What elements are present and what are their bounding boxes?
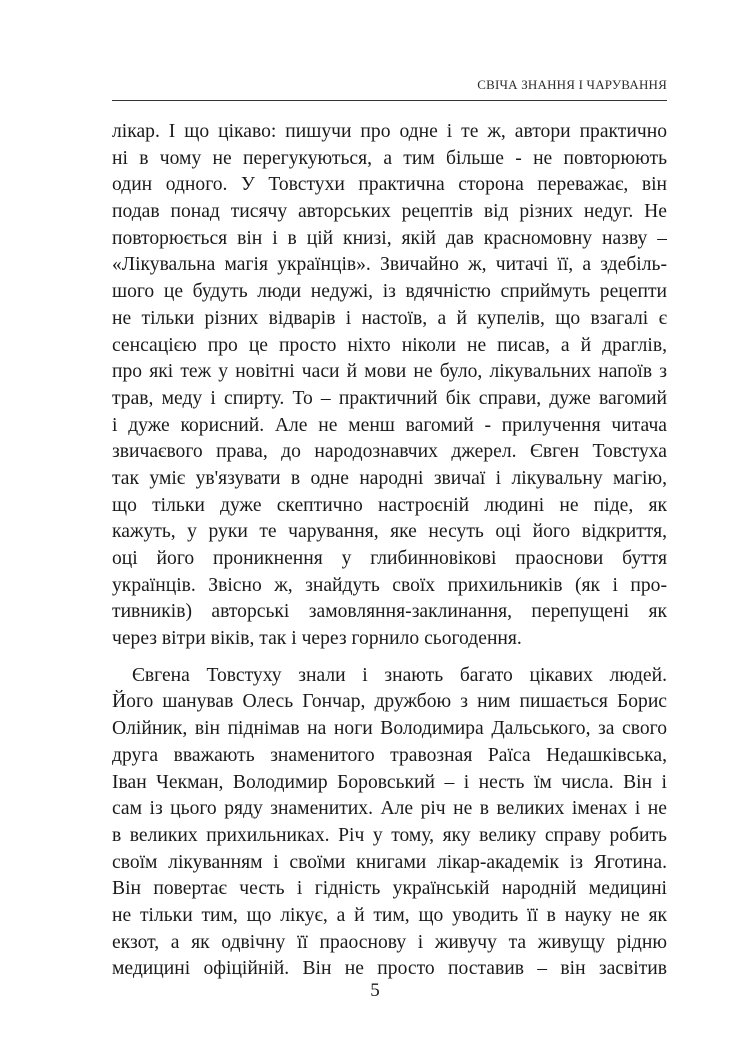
text-line: в великих прихильниках. Річ у тому, яку велику справу робить (112, 824, 667, 846)
text-line: «Лікувальна магія українців». Звичайно ж, читачі її, а здебіль- (112, 254, 667, 276)
page-number: 5 (370, 980, 380, 1001)
body-text (112, 119, 667, 983)
running-head-title: СВІЧА ЗНАННЯ І ЧАРУВАННЯ (477, 77, 667, 92)
header-rule (112, 100, 667, 101)
text-line: і дуже корисний. Але не менш вагомий - прилучення читача (112, 414, 667, 436)
text-line: подав понад тисячу авторських рецептів від різних недуг. Не (112, 201, 667, 223)
text-line: звичаєвого права, до народознавчих джерел. Євген Товстуха (112, 441, 667, 463)
text-line: так уміє ув'язувати в одне народні звичаї і лікувальну магію, (112, 467, 667, 489)
text-line: сам із цього ряду знаменитих. Але річ не в великих іменах і не (112, 798, 667, 820)
text-line: не тільки тим, що лікує, а й тим, що уводить її в науку не як (112, 904, 667, 926)
text-line: повторюється він і в цій книзі, якій дав красномовну назву – (112, 227, 667, 249)
text-line: Іван Чекман, Володимир Боровський – і несть їм числа. Він і (112, 771, 667, 793)
text-line: Він повертає честь і гідність українській народній медицині (112, 878, 667, 900)
text-line: українців. Звісно ж, знайдуть своїх прихильників (як і про- (112, 574, 667, 596)
text-line: через вітри віків, так і через горнило сьогодення. (112, 628, 522, 650)
text-line: медицині офіційній. Він не просто поставив – він засвітив (112, 958, 667, 980)
paragraph-gap (112, 653, 667, 663)
text-line: шого це будуть люди недужі, із вдячністю сприймуть рецепти (112, 281, 667, 303)
text-line: Його шанував Олесь Гончар, дружбою з ним пишається Борис (112, 691, 667, 713)
paragraph-2 (112, 663, 667, 983)
text-line: що тільки дуже скептично настроєній людині не піде, як (112, 494, 667, 516)
text-line: друга вважають знаменитого травозная Раїса Недашківська, (112, 744, 667, 766)
text-line: один одного. У Товстухи практична сторона переважає, він (112, 174, 667, 196)
text-line: сенсацією про це просто ніхто ніколи не писав, а й драглів, (112, 334, 667, 356)
text-line: про які теж у новітні часи й мови не було, лікувальних напоїв з (112, 361, 667, 383)
text-line: трав, меду і спирту. То – практичний бік справи, дуже вагомий (112, 387, 667, 409)
text-line: кажуть, у руки те чарування, яке несуть оці його відкриття, (112, 521, 667, 543)
text-line: тивників) авторські замовляння-заклинання, перепущені як (112, 601, 667, 623)
paragraph-1 (112, 119, 667, 653)
text-line: лікар. І що цікаво: пишучи про одне і те ж, автори практично (112, 121, 667, 142)
text-line: ні в чому не перегукуються, а тим більше - не повторюють (112, 147, 667, 169)
text-line: Олійник, він піднімав на ноги Володимира Дальського, за свого (112, 718, 667, 740)
text-line: оці його проникнення у глибинновікові праоснови буття (112, 548, 667, 569)
text-line: екзот, а як одвічну її праоснову і живучу та живущу рідню (112, 931, 667, 953)
text-line: Євгена Товстуху знали і знають багато цікавих людей. (132, 664, 667, 686)
text-line: не тільки різних відварів і настоїв, а й купелів, що взагалі є (112, 307, 667, 329)
text-line: своїм лікуванням і своїми книгами лікар-академік із Яготина. (112, 851, 667, 873)
